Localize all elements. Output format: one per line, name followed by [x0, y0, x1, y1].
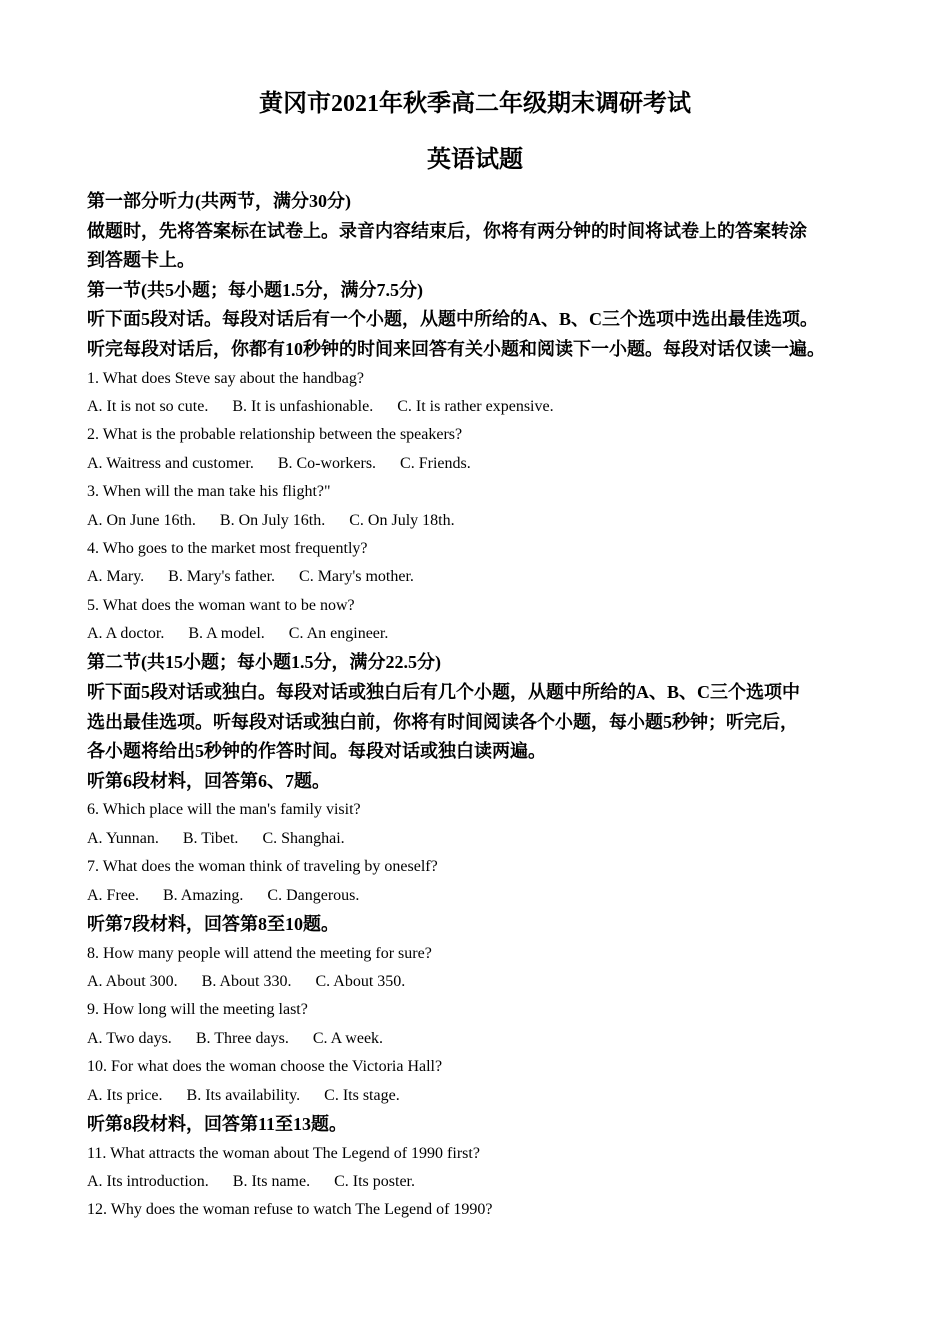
- exam-subtitle: 英语试题: [427, 147, 523, 173]
- answer-option: A. On June 16th.: [87, 511, 196, 529]
- exam-title: 黄冈市2021年秋季高二年级期末调研考试: [259, 91, 691, 117]
- answer-option: C. It is rather expensive.: [397, 397, 554, 415]
- instruction-line: 第一部分听力(共两节，满分30分): [87, 191, 351, 211]
- instruction-line: 听第6段材料，回答第6、7题。: [87, 770, 330, 791]
- answer-option: A. Yunnan.: [87, 829, 159, 847]
- instruction-line: 到答题卡上。: [87, 250, 195, 271]
- answer-option: B. Amazing.: [162, 886, 244, 904]
- instruction-line: 选出最佳选项。听每段对话或独白前，你将有时间阅读各个小题，每小题5秒钟；听完后，: [87, 711, 798, 732]
- answer-option: A. Its price.: [87, 1086, 163, 1104]
- instruction-line: 各小题将给出5秒钟的作答时间。每段对话或独白读两遍。: [87, 741, 546, 762]
- question-stem: 3. When will the man take his flight?": [87, 483, 331, 501]
- answer-options: [87, 825, 887, 853]
- answer-option: A. A doctor.: [87, 625, 165, 643]
- answer-options: [87, 450, 887, 478]
- answer-option: A. Free.: [87, 886, 139, 904]
- answer-option: C. Mary's mother.: [299, 568, 414, 586]
- answer-option: C. An engineer.: [288, 625, 389, 643]
- answer-option: B. On July 16th.: [219, 511, 326, 529]
- answer-option: C. Friends.: [400, 454, 471, 472]
- answer-option: B. Its availability.: [186, 1086, 301, 1104]
- question-stem: 2. What is the probable relationship between the speakers?: [87, 426, 463, 444]
- instruction-line: 听第8段材料，回答第11至13题。: [87, 1113, 348, 1134]
- question-stem: 6. Which place will the man's family visit?: [87, 801, 361, 819]
- answer-options: [87, 507, 887, 535]
- answer-option: A. Two days.: [87, 1029, 172, 1047]
- answer-option: B. About 330.: [201, 972, 292, 990]
- instruction-line: 第二节(共15小题；每小题1.5分，满分22.5分): [87, 652, 441, 673]
- answer-option: A. Waitress and customer.: [87, 454, 254, 472]
- answer-option: A. Mary.: [87, 568, 145, 586]
- question-stem: 9. How long will the meeting last?: [87, 1001, 308, 1019]
- question-stem: 5. What does the woman want to be now?: [87, 596, 355, 614]
- answer-options: [87, 1025, 887, 1053]
- answer-option: B. A model.: [188, 625, 265, 643]
- question-stem: 10. For what does the woman choose the Victoria Hall?: [87, 1058, 443, 1076]
- answer-option: C. About 350.: [315, 972, 406, 990]
- answer-options: [87, 620, 887, 648]
- answer-options: [87, 1082, 887, 1110]
- answer-option: B. It is unfashionable.: [232, 397, 374, 415]
- question-stem: 4. Who goes to the market most frequently?: [87, 539, 368, 557]
- answer-options: [87, 968, 887, 996]
- answer-option: A. Its introduction.: [87, 1172, 209, 1190]
- question-stem: 12. Why does the woman refuse to watch The Legend of 1990?: [87, 1201, 493, 1219]
- answer-option: C. Shanghai.: [262, 829, 345, 847]
- instruction-line: 做题时，先将答案标在试卷上。录音内容结束后，你将有两分钟的时间将试卷上的答案转涂: [87, 220, 807, 241]
- answer-option: A. It is not so cute.: [87, 397, 209, 415]
- answer-option: C. On July 18th.: [349, 511, 455, 529]
- answer-options: [87, 1168, 887, 1196]
- answer-option: B. Three days.: [195, 1029, 289, 1047]
- answer-option: B. Co-workers.: [277, 454, 377, 472]
- answer-option: C. Its stage.: [324, 1086, 400, 1104]
- question-stem: 7. What does the woman think of traveling by oneself?: [87, 858, 438, 876]
- answer-option: C. A week.: [312, 1029, 384, 1047]
- question-stem: 1. What does Steve say about the handbag?: [87, 369, 364, 387]
- instruction-line: 听下面5段对话或独白。每段对话或独白后有几个小题，从题中所给的A、B、C三个选项中: [87, 682, 800, 703]
- instruction-line: 第一节(共5小题；每小题1.5分，满分7.5分): [87, 279, 423, 300]
- answer-option: B. Mary's father.: [168, 568, 276, 586]
- answer-option: C. Its poster.: [334, 1172, 415, 1190]
- answer-option: A. About 300.: [87, 972, 178, 990]
- instruction-line: 听下面5段对话。每段对话后有一个小题，从题中所给的A、B、C三个选项中选出最佳选项。: [87, 309, 818, 330]
- exam-content: [87, 187, 887, 1225]
- answer-option: B. Its name.: [232, 1172, 311, 1190]
- answer-option: B. Tibet.: [182, 829, 239, 847]
- answer-options: [87, 563, 887, 591]
- answer-options: [87, 882, 887, 910]
- answer-options: [87, 393, 887, 421]
- question-stem: 8. How many people will attend the meeting for sure?: [87, 944, 432, 962]
- instruction-line: 听完每段对话后，你都有10秒钟的时间来回答有关小题和阅读下一小题。每段对话仅读一遍。: [87, 338, 825, 359]
- instruction-line: 听第7段材料，回答第8至10题。: [87, 914, 339, 934]
- answer-option: C. Dangerous.: [267, 886, 360, 904]
- question-stem: 11. What attracts the woman about The Legend of 1990 first?: [87, 1144, 480, 1162]
